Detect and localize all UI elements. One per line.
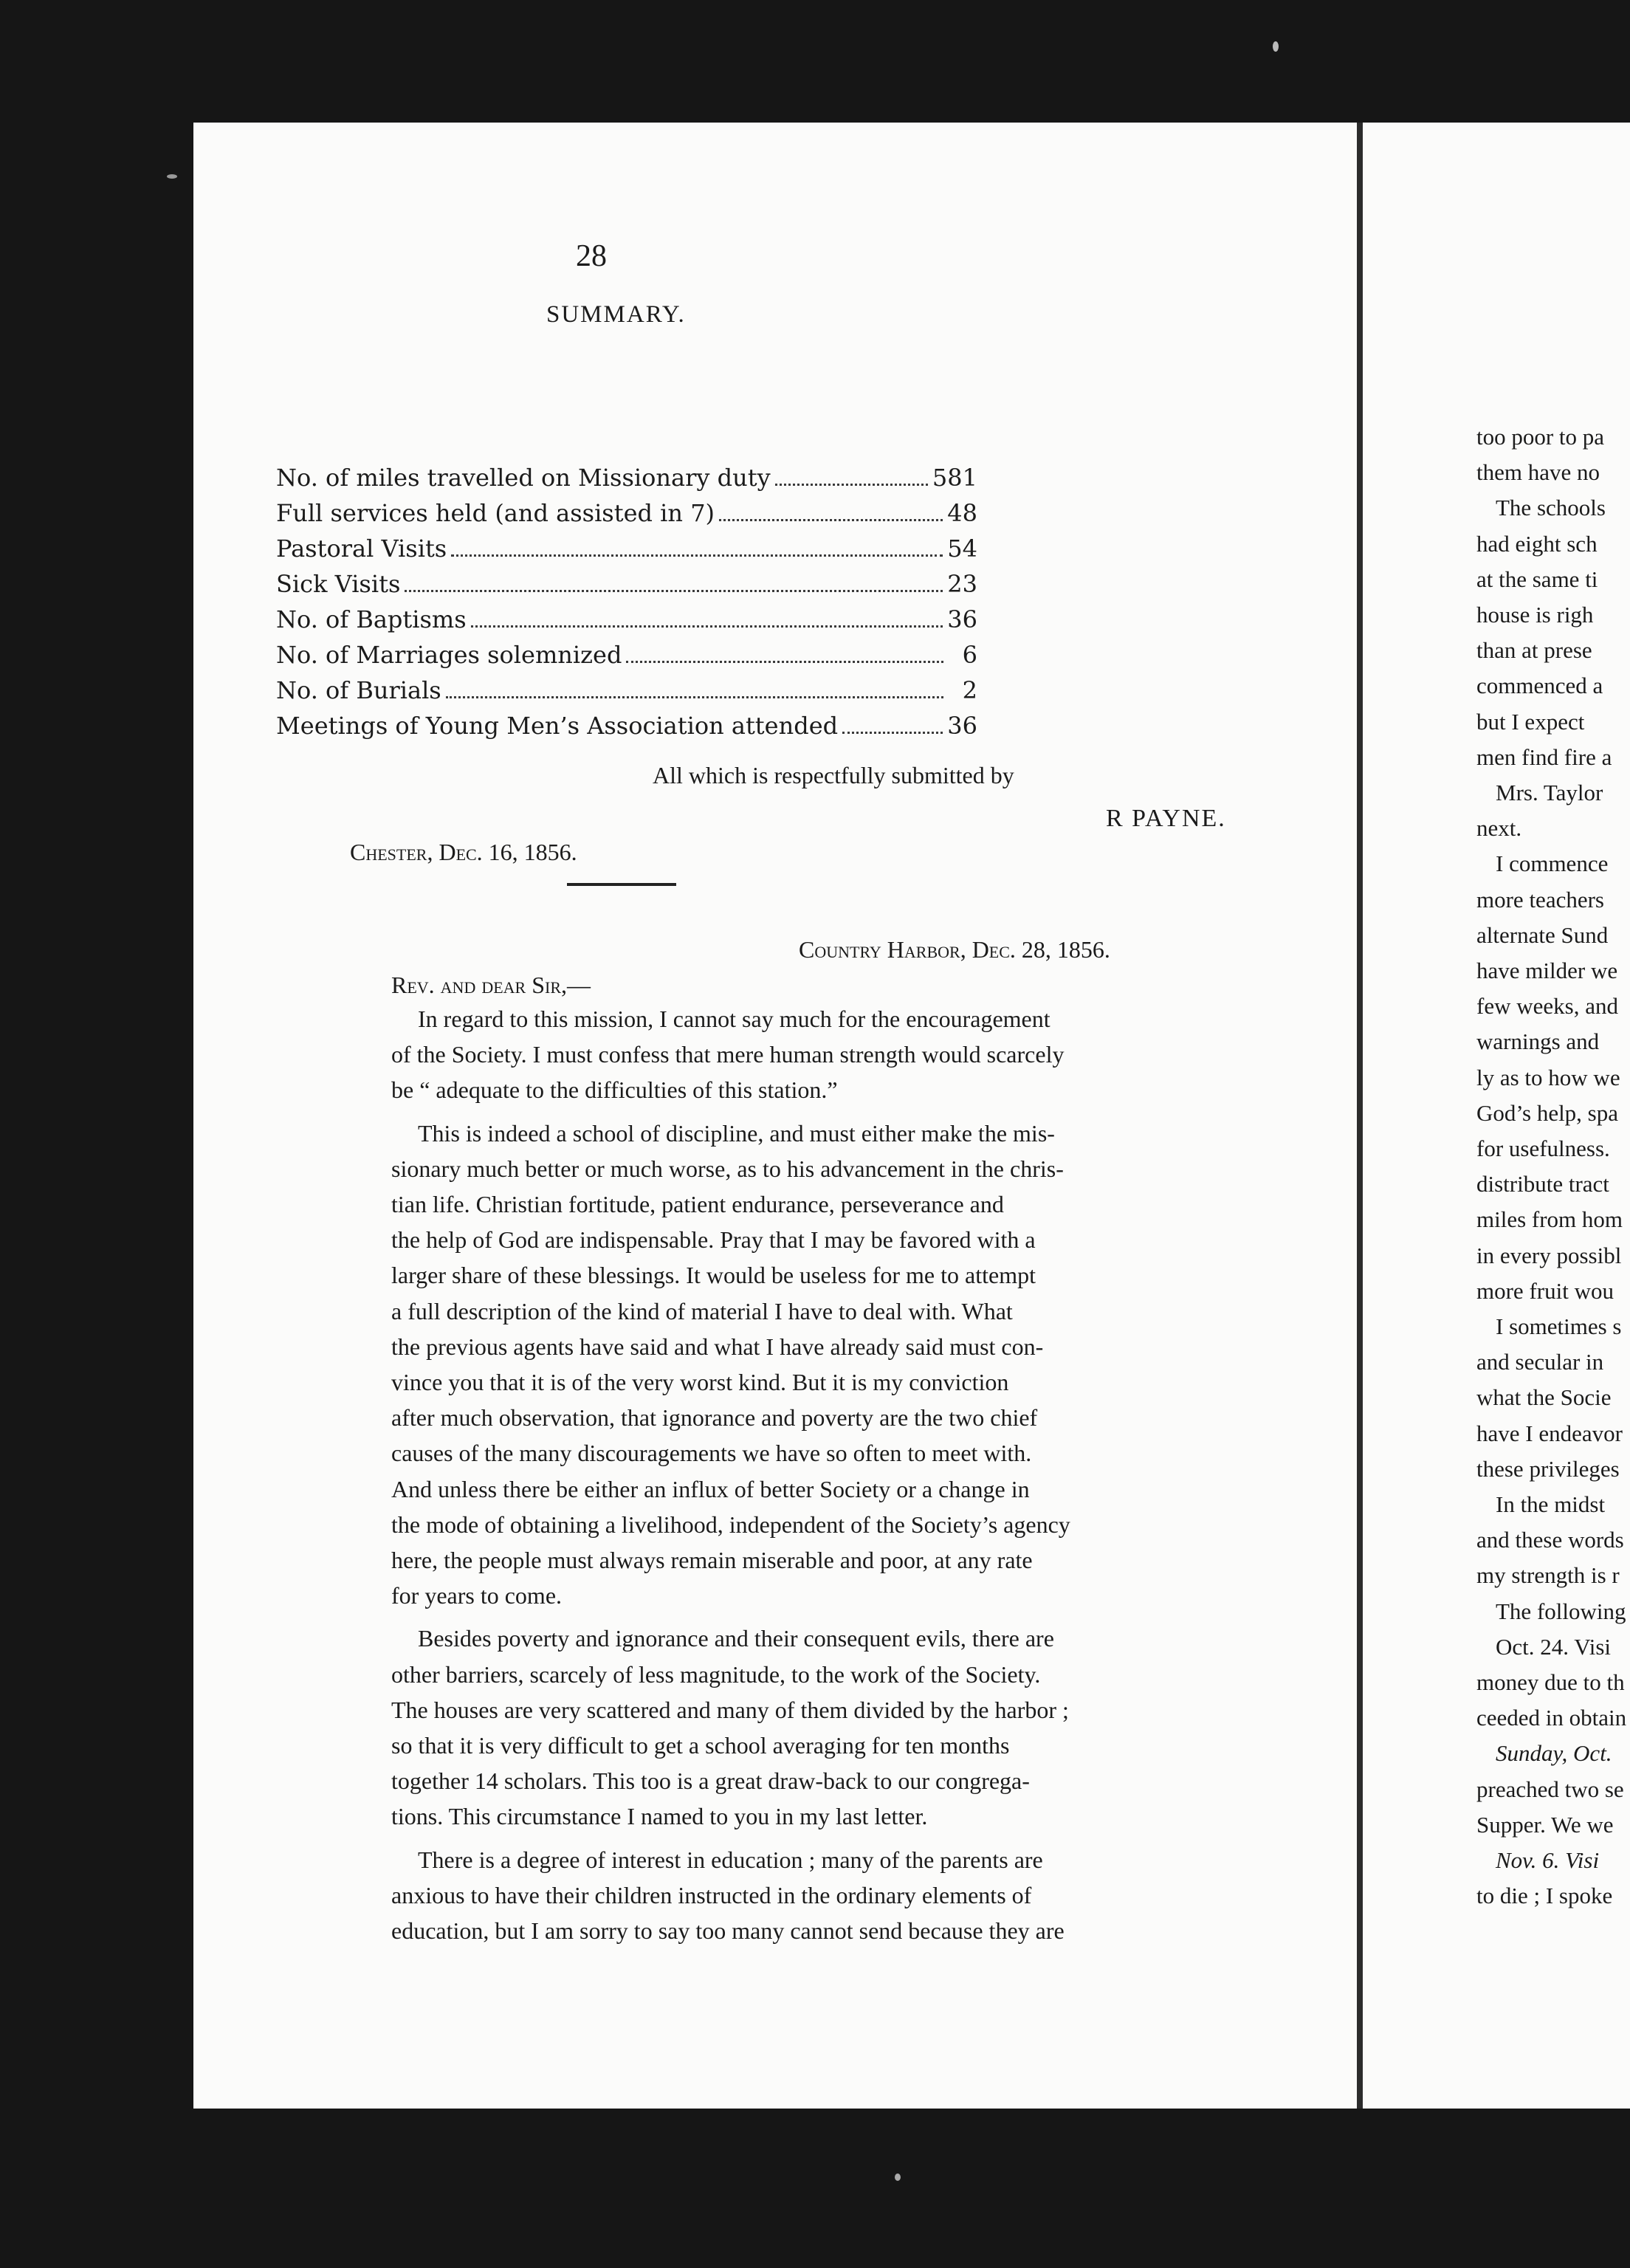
right-page-line: preached two se — [1476, 1776, 1624, 1802]
letter-line: the previous agents have said and what I have already said must con- — [391, 1333, 1044, 1360]
summary-label: No. of Burials — [276, 676, 441, 704]
right-page-line: ceeded in obtain — [1476, 1705, 1627, 1731]
right-page-line: but I expect — [1476, 708, 1585, 735]
right-page-line: alternate Sund — [1476, 921, 1609, 948]
letter-line: sionary much better or much worse, as to his advancement in the chris- — [391, 1155, 1064, 1182]
summary-row — [276, 676, 977, 706]
right-page-line: men find fire a — [1476, 743, 1612, 770]
right-page-line: The following — [1496, 1598, 1626, 1624]
summary-row — [276, 641, 977, 670]
letter-line: the help of God are indispensable. Pray that I may be favored with a — [391, 1226, 1036, 1254]
right-page-line: than at prese — [1476, 637, 1592, 664]
letter-line: vince you that it is of the very worst kind. But it is my conviction — [391, 1369, 1009, 1395]
right-page-line: I sometimes s — [1496, 1313, 1622, 1339]
letter-line: together 14 scholars. This too is a great draw-back to our congrega- — [391, 1767, 1030, 1795]
right-page-line: Mrs. Taylor — [1496, 780, 1603, 805]
book-gutter — [1357, 123, 1363, 2109]
summary-label: No. of Baptisms — [276, 605, 467, 633]
right-page-line: God’s help, spa — [1476, 1099, 1619, 1126]
right-page-line: them have no — [1476, 459, 1600, 486]
right-page-line: The schools — [1496, 495, 1606, 521]
right-page-line: in every possibl — [1476, 1242, 1622, 1268]
section-divider — [567, 883, 676, 886]
dot-leader — [719, 519, 943, 521]
right-page-line: at the same ti — [1476, 566, 1598, 592]
dot-leader — [451, 554, 943, 557]
right-page-line: and these words — [1476, 1527, 1624, 1553]
right-page-line: next. — [1476, 815, 1522, 842]
letter-line: other barriers, scarcely of less magnitude, to the work of the Society. — [391, 1660, 1041, 1688]
place-date: Chester, Dec. 16, 1856. — [350, 839, 577, 865]
right-page-line: Nov. 6. Visi — [1496, 1847, 1600, 1873]
right-page-line: Supper. We we — [1476, 1811, 1614, 1838]
right-page-line: to die ; I spoke — [1476, 1883, 1613, 1909]
right-page-line: more teachers — [1476, 886, 1604, 913]
letter-line: anxious to have their children instructed in the ordinary elements of — [391, 1881, 1032, 1908]
scan-speck — [1273, 41, 1279, 52]
right-page-line: miles from hom — [1476, 1206, 1623, 1233]
submission-line: All which is respectfully submitted by — [653, 762, 1014, 788]
right-page-line: warnings and — [1476, 1028, 1600, 1055]
summary-value: 54 — [947, 535, 977, 563]
right-page-line: I commence — [1496, 850, 1609, 877]
letter-line: for years to come. — [391, 1582, 563, 1609]
summary-row — [276, 535, 977, 564]
letter-line: of the Society. I must confess that mere human strength would scarcely — [391, 1041, 1065, 1068]
letter-salutation: Rev. and dear Sir,— — [391, 972, 591, 998]
summary-label: No. of Marriages solemnized — [276, 641, 622, 669]
right-page-line: In the midst — [1496, 1491, 1606, 1517]
letter-line: The houses are very scattered and many of them divided by the harbor ; — [391, 1696, 1069, 1723]
dot-leader — [626, 661, 943, 663]
right-page-line: more fruit wou — [1476, 1277, 1614, 1304]
letter-line: the mode of obtaining a livelihood, independent of the Society’s agency — [391, 1511, 1070, 1538]
summary-row — [276, 605, 977, 635]
letter-line: a full description of the kind of material I have to deal with. What — [391, 1297, 1013, 1324]
summary-row — [276, 464, 977, 493]
summary-label: Full services held (and assisted in 7) — [276, 499, 715, 527]
summary-value: 2 — [962, 676, 977, 704]
letter-line: causes of the many discouragements we have so often to meet with. — [391, 1440, 1032, 1467]
right-page-line: my strength is r — [1476, 1562, 1620, 1589]
summary-row — [276, 570, 977, 599]
summary-value: 6 — [962, 641, 977, 669]
right-page-line: have I endeavor — [1476, 1420, 1623, 1446]
right-page-line: had eight sch — [1476, 530, 1598, 557]
right-page-line: for usefulness. — [1476, 1135, 1610, 1161]
signature: R PAYNE. — [1106, 805, 1226, 832]
summary-value: 36 — [947, 712, 977, 740]
summary-label: No. of miles travelled on Missionary duty — [276, 464, 771, 492]
right-page-line: house is righ — [1476, 602, 1594, 628]
right-page-line: what the Socie — [1476, 1384, 1612, 1411]
letter-line: And unless there be either an influx of better Society or a change in — [391, 1475, 1030, 1502]
right-page-line: too poor to pa — [1476, 424, 1605, 450]
right-page-line: commenced a — [1476, 673, 1603, 699]
letter-line: There is a degree of interest in education ; many of the parents are — [418, 1846, 1043, 1873]
right-page-line: these privileges — [1476, 1455, 1620, 1482]
letter-line: tions. This circumstance I named to you in my last letter. — [391, 1803, 928, 1830]
letter-line: In regard to this mission, I cannot say much for the encouragement — [418, 1006, 1050, 1032]
right-page-line: distribute tract — [1476, 1171, 1609, 1197]
letter-line: here, the people must always remain miserable and poor, at any rate — [391, 1547, 1033, 1573]
letter-dateline: Country Harbor, Dec. 28, 1856. — [799, 936, 1110, 963]
letter-line: tian life. Christian fortitude, patient endurance, perseverance and — [391, 1191, 1004, 1217]
dot-leader — [405, 590, 943, 592]
dot-leader — [775, 484, 928, 486]
scan-speck — [895, 2174, 901, 2181]
scan-speck — [167, 174, 177, 179]
letter-line: larger share of these blessings. It would be useless for me to attempt — [391, 1262, 1036, 1289]
right-page-line: have milder we — [1476, 958, 1618, 983]
summary-value: 36 — [947, 605, 977, 633]
letter-line: Besides poverty and ignorance and their consequent evils, there are — [418, 1625, 1054, 1652]
page-number: 28 — [576, 239, 607, 273]
dot-leader — [471, 625, 943, 628]
summary-value: 48 — [947, 499, 977, 527]
summary-label: Sick Visits — [276, 570, 401, 598]
right-page-line: ly as to how we — [1476, 1064, 1620, 1090]
right-page-line: Sunday, Oct. — [1496, 1740, 1612, 1767]
letter-line: education, but I am sorry to say too many cannot send because they are — [391, 1917, 1065, 1944]
right-page-line: few weeks, and — [1476, 993, 1618, 1020]
summary-row — [276, 499, 977, 529]
summary-value: 23 — [947, 570, 977, 598]
dot-leader — [446, 696, 943, 698]
summary-row — [276, 712, 977, 741]
right-page-line: and secular in — [1476, 1349, 1604, 1375]
summary-label: Pastoral Visits — [276, 535, 447, 563]
right-page-line: Oct. 24. Visi — [1496, 1633, 1612, 1660]
letter-line: after much observation, that ignorance and poverty are the two chief — [391, 1404, 1038, 1432]
letter-line: be “ adequate to the difficulties of this station.” — [391, 1076, 838, 1104]
letter-line: This is indeed a school of discipline, and must either make the mis- — [418, 1119, 1055, 1147]
letter-line: so that it is very difficult to get a school averaging for ten months — [391, 1732, 1010, 1759]
summary-heading: SUMMARY. — [546, 301, 686, 328]
summary-value: 581 — [932, 464, 977, 492]
dot-leader — [842, 732, 943, 734]
summary-label: Meetings of Young Men’s Association attended — [276, 712, 839, 740]
right-page-line: money due to th — [1476, 1669, 1625, 1695]
